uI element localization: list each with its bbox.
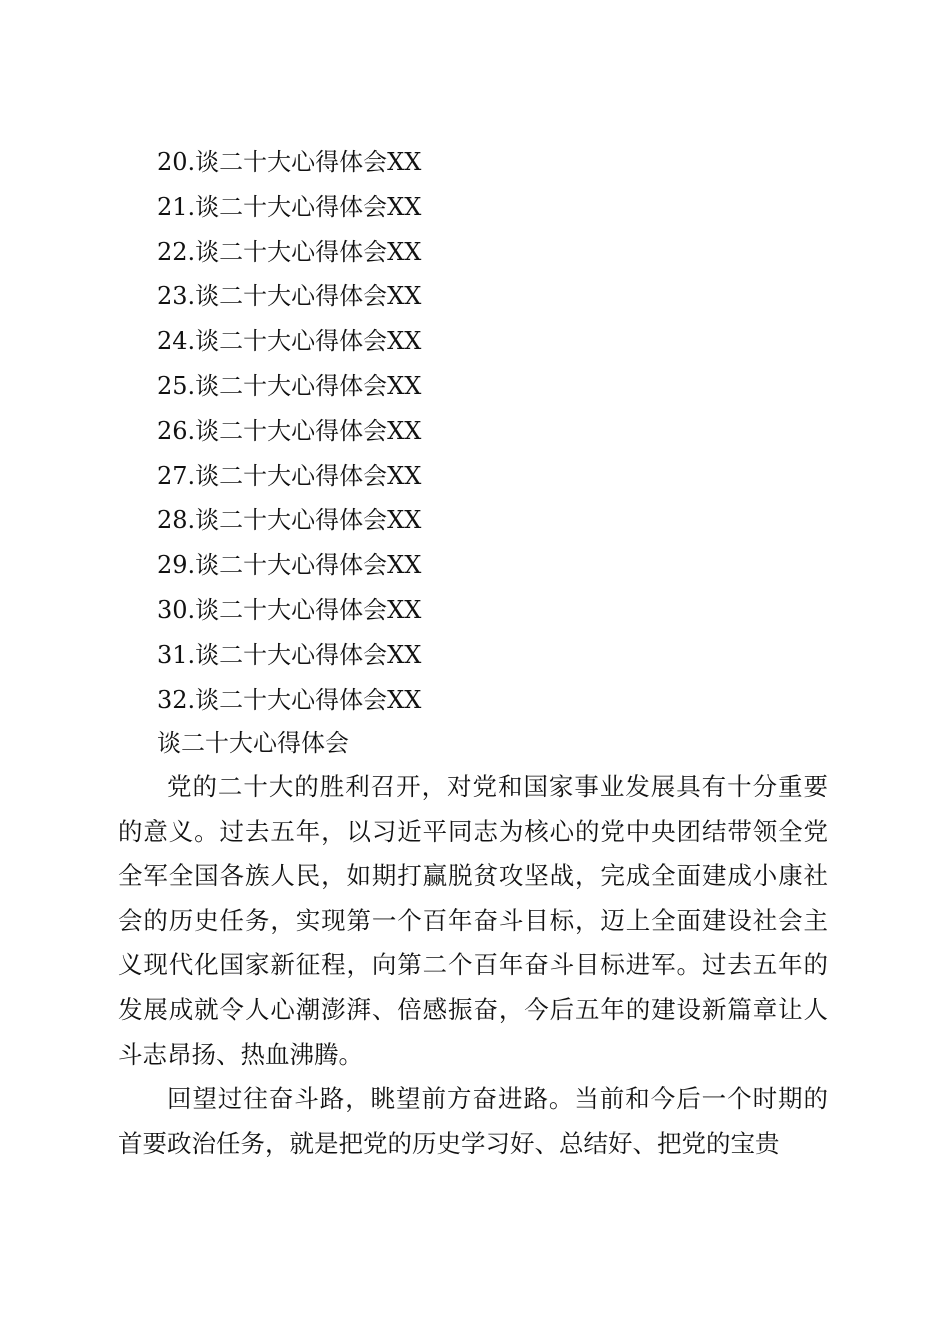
toc-item: 23.谈二十大心得体会XX bbox=[157, 282, 422, 311]
toc-item: 22.谈二十大心得体会XX bbox=[157, 237, 422, 266]
toc-item: 31.谈二十大心得体会XX bbox=[157, 640, 422, 669]
toc-item: 29.谈二十大心得体会XX bbox=[157, 551, 422, 580]
toc-item: 21.谈二十大心得体会XX bbox=[157, 192, 422, 221]
toc-item: 28.谈二十大心得体会XX bbox=[157, 506, 422, 535]
toc-item: 24.谈二十大心得体会XX bbox=[157, 327, 422, 356]
toc-item: 32.谈二十大心得体会XX bbox=[157, 685, 422, 714]
toc-item: 20.谈二十大心得体会XX bbox=[157, 148, 422, 176]
toc-item: 26.谈二十大心得体会XX bbox=[157, 416, 422, 445]
body-text bbox=[118, 765, 828, 1166]
section-title: 谈二十大心得体会 bbox=[157, 729, 349, 757]
table-of-contents bbox=[157, 140, 421, 722]
toc-item: 25.谈二十大心得体会XX bbox=[157, 371, 422, 400]
toc-item: 30.谈二十大心得体会XX bbox=[157, 595, 422, 624]
paragraph: 回望过往奋斗路，眺望前方奋进路。当前和今后一个时期的首要政治任务，就是把党的历史学习好、总结好、把党的宝贵 bbox=[118, 1084, 828, 1158]
toc-item: 27.谈二十大心得体会XX bbox=[157, 461, 422, 490]
paragraph: 党的二十大的胜利召开，对党和国家事业发展具有十分重要的意义。过去五年，以习近平同志为核心的党中央团结带领全党全军全国各族人民，如期打赢脱贫攻坚战，完成全面建成小康社会的历史任务，实现第一个百年奋斗目标，迈上全面建设社会主义现代化国家新征程，向第二个百年奋斗目标进军。过去五年的发展成就令人心潮澎湃、倍感振奋，今后五年的建设新篇章让人斗志昂扬、热血沸腾。 bbox=[118, 772, 828, 1069]
